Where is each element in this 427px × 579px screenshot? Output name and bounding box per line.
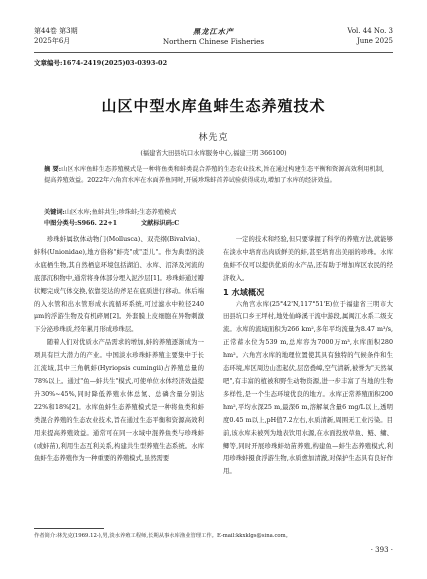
header-volume-cn: 第44卷 第3期 bbox=[34, 27, 78, 35]
page-number: · 393 · bbox=[370, 546, 393, 554]
article-number: 文章编号:1674-2419(2025)03-0393-02 bbox=[34, 59, 168, 67]
clc-code bbox=[44, 220, 117, 227]
header-volume-en-text: Vol. 44 No. 3 bbox=[347, 27, 393, 35]
header-divider bbox=[34, 52, 393, 53]
paper-title: 山区中型水库鱼蚌生态养殖技术 bbox=[101, 97, 326, 115]
author-affiliation: (福建省大田县坑口水库服务中心,福建三明 366100) bbox=[140, 150, 287, 157]
journal-name-cn: 黑龙江水产 bbox=[193, 27, 234, 36]
abstract-label: 摘 要: bbox=[44, 166, 62, 173]
footnote-divider bbox=[34, 528, 104, 529]
keywords bbox=[44, 207, 384, 216]
author-footnote: 作者简介:林先克(1969.12-),男,淡水养殖工程师,长期从事水库渔业管理工作。E-mail:kkxklgs@sina.com。 bbox=[34, 533, 291, 539]
body-column-right bbox=[223, 234, 393, 479]
doc-code-value: C bbox=[174, 220, 180, 227]
keywords-text: 山区水库;鱼蚌共生;珍珠蚌;生态养殖模式 bbox=[64, 209, 177, 216]
header-date-en: June 2025 bbox=[356, 36, 393, 45]
body-paragraph: 六角宫水库(25°42'N,117°51'E)位于福建省三明市大田县坑口乡王坪村,地处仙峰溪干流中游段,属闽江水系二级支流。水库的流域面积为266 km²,多年平均流量为8.47 m³/s,正常蓄水位为539 m,总库容为7000万m³,水库面积280 hm²。六角宫水库的地理位置使其具有独特的气候条件和生态环境,库区周边山峦起伏,层峦叠嶂,空气清新,被誉为"天然氧吧",有丰富的植被和野生动物资源,进一步丰富了当地的生物多样性,是一个生态环境优良的地方。水库正常养殖面积200 hm²,平均水深25 m,最深6 m,溶解氧含量6 mg/L以上,透明度0.45 m以上,pH值7.2左右,水质清新,周围无工业污染。目前,该水库未被列为地表饮用水源,在水面投放草鱼、鲢、鳙、鲫等,同时开展珍珠蚌幼苗养殖,构建鱼—蚌生态养殖模式,利用珍珠蚌摄食浮游生物,水质愈加清澈,对保护生态具有良好作用。 bbox=[223, 300, 393, 476]
doc-code bbox=[141, 220, 179, 227]
clc-value: S966. 22+1 bbox=[77, 220, 118, 227]
doc-code-label: 文献标识码: bbox=[141, 220, 175, 227]
author-name: 林先克 bbox=[198, 133, 229, 143]
abstract bbox=[44, 165, 384, 186]
abstract-text: 山区水库鱼蚌生态养殖模式是一种将鱼类和蚌类混合养殖的生态农业技术,旨在通过构建生态平衡和资源高效利用机制,提高养殖效益。2022年六角宫水库在水面养鱼同时,开展珍珠蚌首养试验获得成功,增加了水库的经济效益。 bbox=[44, 166, 384, 184]
keywords-label: 关键词: bbox=[44, 209, 65, 216]
journal-name-en: Northern Chinese Fisheries bbox=[162, 36, 265, 46]
clc-label: 中图分类号: bbox=[44, 220, 78, 227]
header-volume-en bbox=[347, 27, 393, 46]
body-paragraph: 随着人们对优质水产品需求的增加,蚌的养殖逐渐成为一项具有巨大潜力的产业。中国淡水珍珠蚌养殖主要集中于长江流域,其中三角帆蚌(Hyriopsis cumingii)占养殖总量的78%以上。通过"鱼—蚌共生"模式,可使单位水体经济效益提升30%~45%,同时降低养殖水体总氮、总磷含量分别达22%和18%[2]。水库鱼蚌生态养殖模式是一种将鱼类和蚌类混合养殖的生态农业技术,旨在通过生态平衡和资源高效利用来提高养殖效益。通常可在同一水域中混养鱼类与珍珠蚌(或蚌苗),利用生态互利关系,构建共生型养殖生态系统。水库鱼蚌生态养殖作为一种重要的养殖模式,虽然需要 bbox=[34, 339, 204, 463]
body-paragraph: 一定的技术和经验,但只要掌握了科学的养殖方法,就能够在淡水中培育出肉质鲜美的蚌,甚至培育出美丽的珍珠。水库鱼蚌不仅可以提供优质的水产品,还有助于增加库区农民的经济收入。 bbox=[223, 236, 393, 282]
body-paragraph: 珍珠蚌属软体动物门(Mollusca)、双壳纲(Bivalvia)、蚌科(Unionidae),地方俗称"蚌壳"或"歪儿"。作为典型的淡水底栖生物,其自然栖息环境包括湖泊、水库、沼泽及河流的底部沉积物中,通常将身体部分埋入泥沙层[1]。珍珠蚌通过瓣状鳃完成气体交换,依靠茭达的斧足在底质进行移动。体后端的入水管和出水管形成水流循环系统,可过滤水中粒径240 μm的浮游生物及有机碎屑[2]。外套膜上皮细胞在异物刺激下分泌珍珠质,经年累月形成珍珠层。 bbox=[34, 236, 204, 334]
section-heading: 1 水域概况 bbox=[223, 286, 265, 297]
classification-codes bbox=[44, 218, 384, 227]
header-date-cn: 2025年6月 bbox=[34, 36, 71, 45]
body-column-left bbox=[34, 234, 204, 466]
